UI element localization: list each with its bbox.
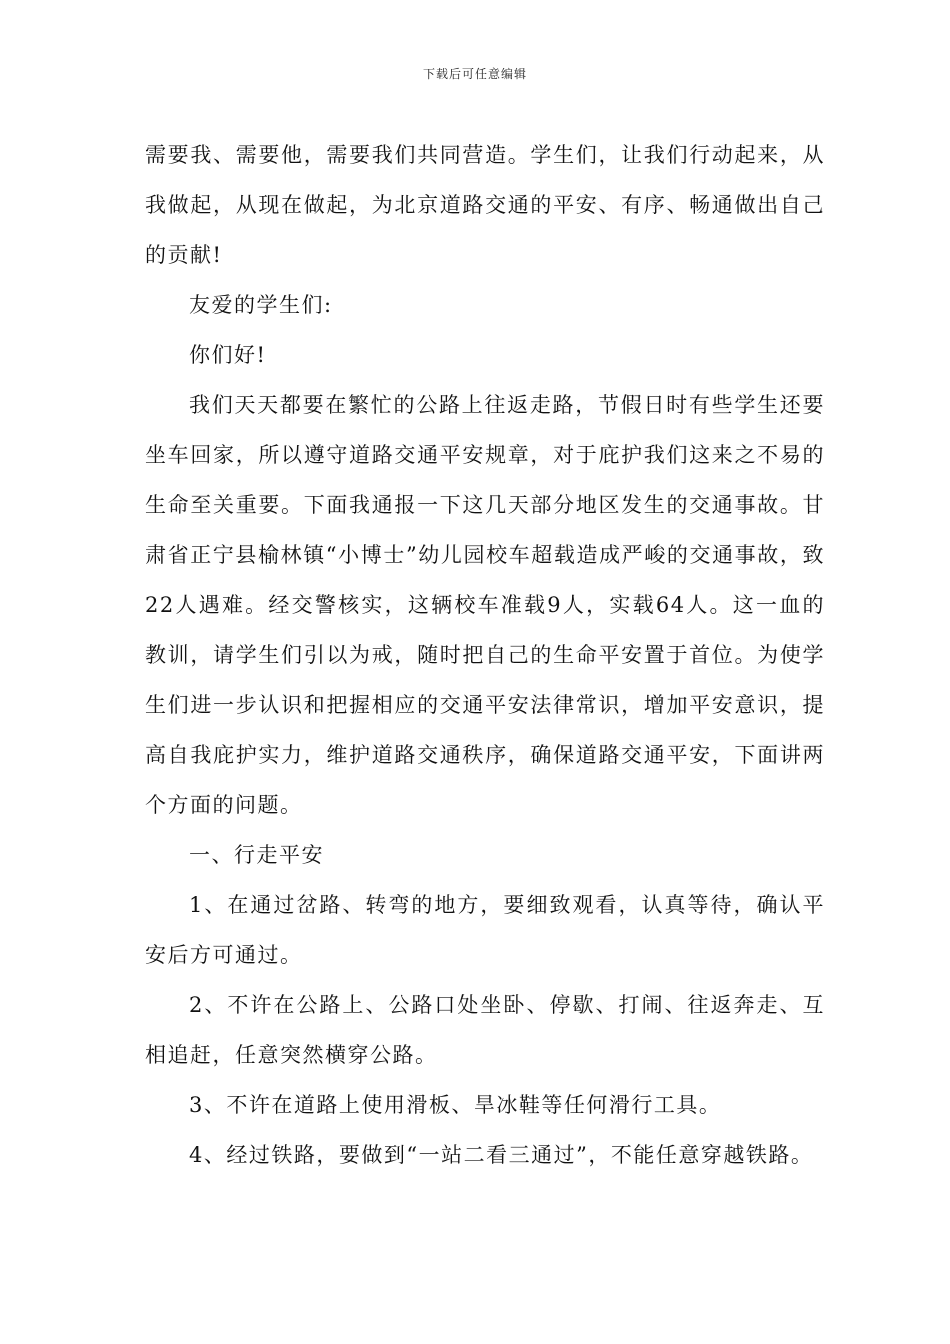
list-item-3: 3、不许在道路上使用滑板、旱冰鞋等任何滑行工具。 xyxy=(189,1093,722,1117)
document-body xyxy=(145,130,825,1180)
section-heading-walking-safety: 一、行走平安 xyxy=(189,843,324,867)
list-item-1: 1、在通过岔路、转弯的地方，要细致观看，认真等待，确认平安后方可通过。 xyxy=(145,893,825,967)
paragraph-greeting: 你们好! xyxy=(189,343,267,367)
page-header: 下载后可任意编辑 xyxy=(422,67,527,81)
list-item-2: 2、不许在公路上、公路口处坐卧、停歇、打闹、往返奔走、互相追赶，任意突然横穿公路。 xyxy=(145,993,825,1067)
paragraph-salutation: 友爱的学生们: xyxy=(189,293,333,317)
paragraph-1: 需要我、需要他，需要我们共同营造。学生们，让我们行动起来，从我做起，从现在做起，为北京道路交通的平安、有序、畅通做出自己的贡献! xyxy=(145,143,825,267)
paragraph-main: 我们天天都要在繁忙的公路上往返走路，节假日时有些学生还要坐车回家，所以遵守道路交通平安规章，对于庇护我们这来之不易的生命至关重要。下面我通报一下这几天部分地区发生的交通事故。甘肃省正宁县榆林镇“小博士”幼儿园校车超载造成严峻的交通事故，致22人遇难。经交警核实，这辆校车准载9人，实载64人。这一血的教训，请学生们引以为戒，随时把自己的生命平安置于首位。为使学生们进一步认识和把握相应的交通平安法律常识，增加平安意识，提高自我庇护实力，维护道路交通秩序，确保道路交通平安，下面讲两个方面的问题。 xyxy=(145,393,825,817)
list-item-4: 4、经过铁路，要做到“一站二看三通过”，不能任意穿越铁路。 xyxy=(189,1143,814,1167)
